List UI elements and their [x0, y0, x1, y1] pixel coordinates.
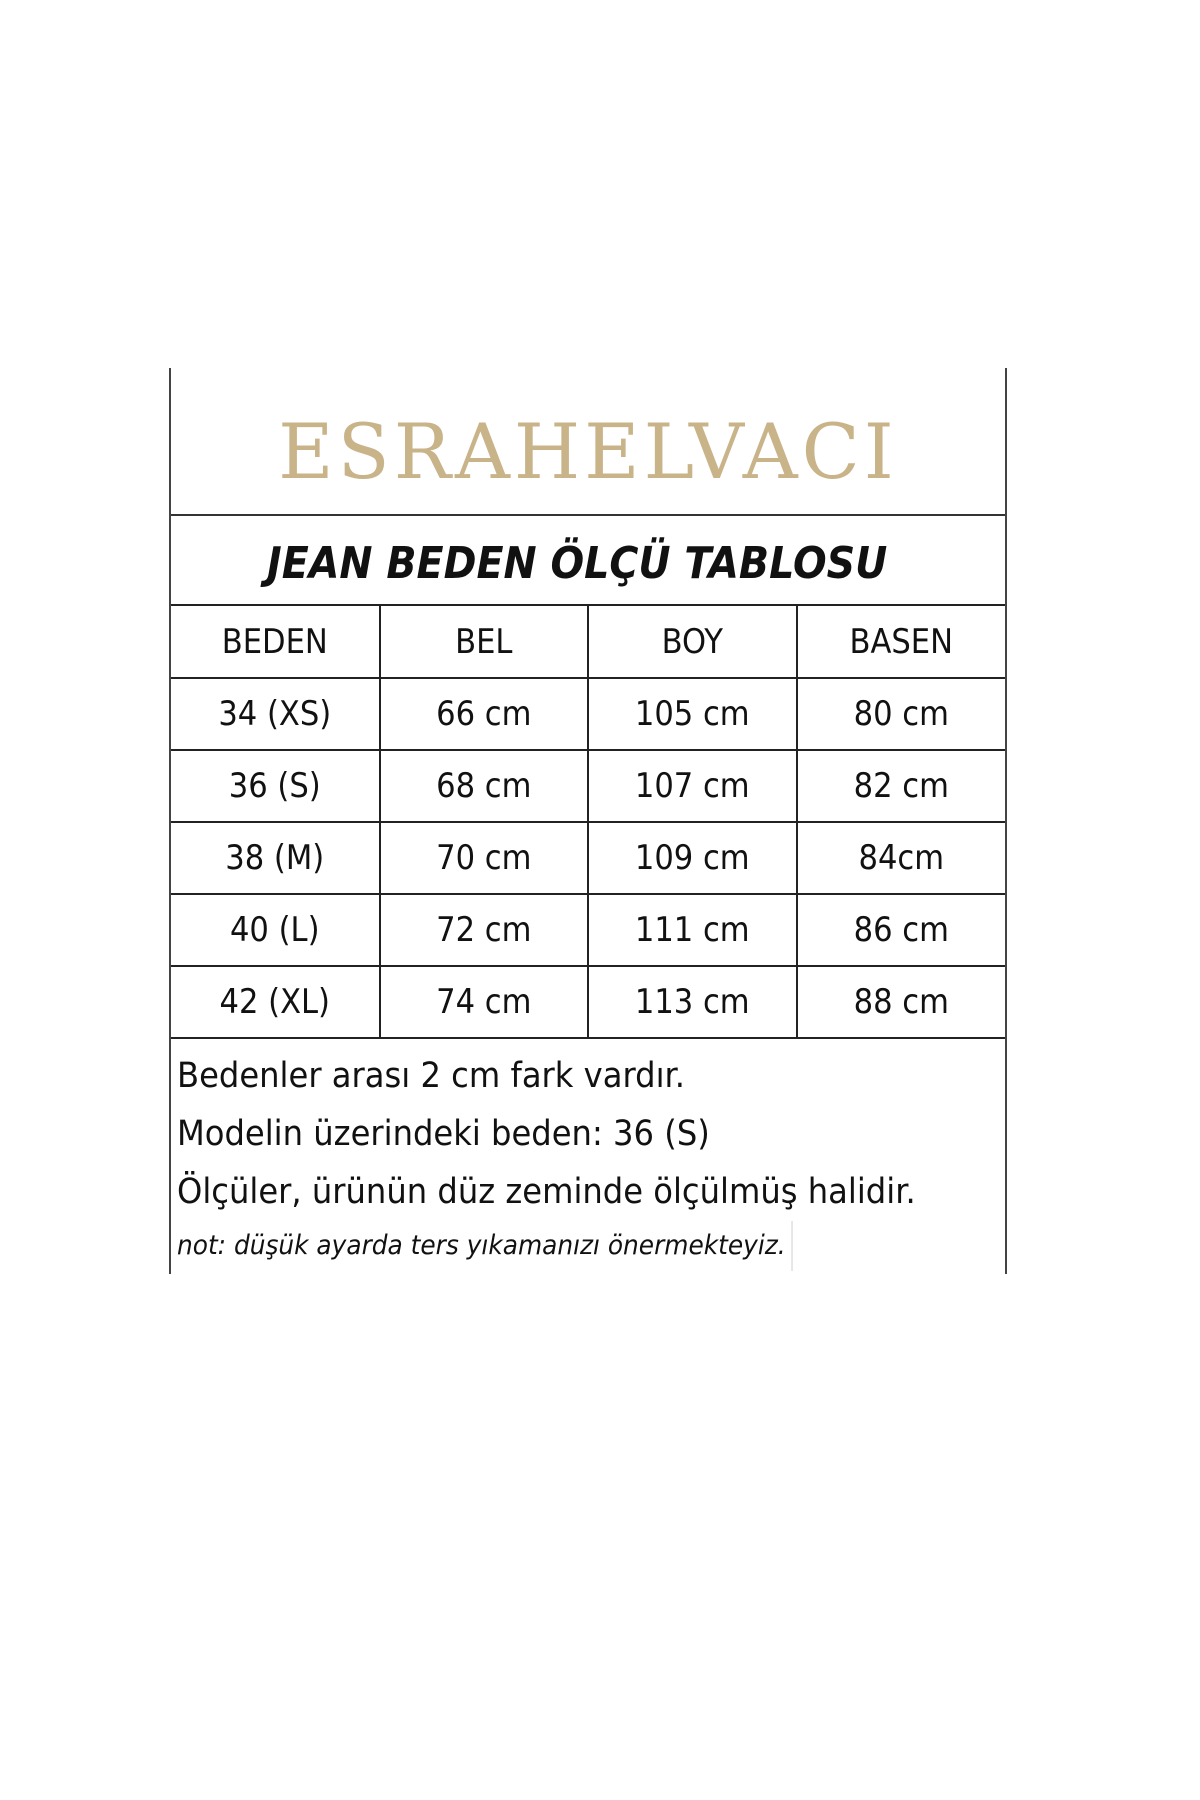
cell-basen: 88 cm — [797, 966, 1006, 1038]
cell-boy: 111 cm — [588, 894, 797, 966]
notes-section — [171, 1039, 1005, 1271]
cell-boy: 107 cm — [588, 750, 797, 822]
col-header-beden: BEDEN — [171, 606, 380, 678]
brand-logo-text: ESRAHELVACI — [278, 406, 898, 496]
cell-beden: 42 (XL) — [171, 966, 380, 1038]
size-table — [171, 606, 1005, 1039]
cell-beden: 40 (L) — [171, 894, 380, 966]
brand-header — [171, 368, 1005, 516]
cell-basen: 82 cm — [797, 750, 1006, 822]
cell-boy: 105 cm — [588, 678, 797, 750]
col-header-bel: BEL — [380, 606, 589, 678]
note-measurement-method: Ölçüler, ürünün düz zeminde ölçülmüş halidir. — [177, 1172, 916, 1212]
note-washing-advice: not: düşük ayarda ters yıkamanızı önermekteyiz. — [177, 1221, 792, 1271]
cell-beden: 36 (S) — [171, 750, 380, 822]
cell-boy: 113 cm — [588, 966, 797, 1038]
chart-title-row — [171, 516, 1005, 606]
col-header-basen: BASEN — [797, 606, 1006, 678]
cell-boy: 109 cm — [588, 822, 797, 894]
cell-bel: 70 cm — [380, 822, 589, 894]
cell-bel: 66 cm — [380, 678, 589, 750]
note-size-difference: Bedenler arası 2 cm fark vardır. — [177, 1056, 686, 1096]
table-row — [171, 678, 1005, 750]
table-row — [171, 894, 1005, 966]
cell-bel: 68 cm — [380, 750, 589, 822]
chart-title: JEAN BEDEN ÖLÇÜ TABLOSU — [267, 537, 888, 589]
cell-beden: 34 (XS) — [171, 678, 380, 750]
cell-beden: 38 (M) — [171, 822, 380, 894]
note-model-size: Modelin üzerindeki beden: 36 (S) — [177, 1114, 710, 1154]
table-header-row — [171, 606, 1005, 678]
cell-basen: 84cm — [797, 822, 1006, 894]
table-row — [171, 750, 1005, 822]
cell-bel: 74 cm — [380, 966, 589, 1038]
table-row — [171, 966, 1005, 1038]
cell-bel: 72 cm — [380, 894, 589, 966]
table-row — [171, 822, 1005, 894]
cell-basen: 86 cm — [797, 894, 1006, 966]
cell-basen: 80 cm — [797, 678, 1006, 750]
col-header-boy: BOY — [588, 606, 797, 678]
size-chart — [169, 368, 1007, 1274]
